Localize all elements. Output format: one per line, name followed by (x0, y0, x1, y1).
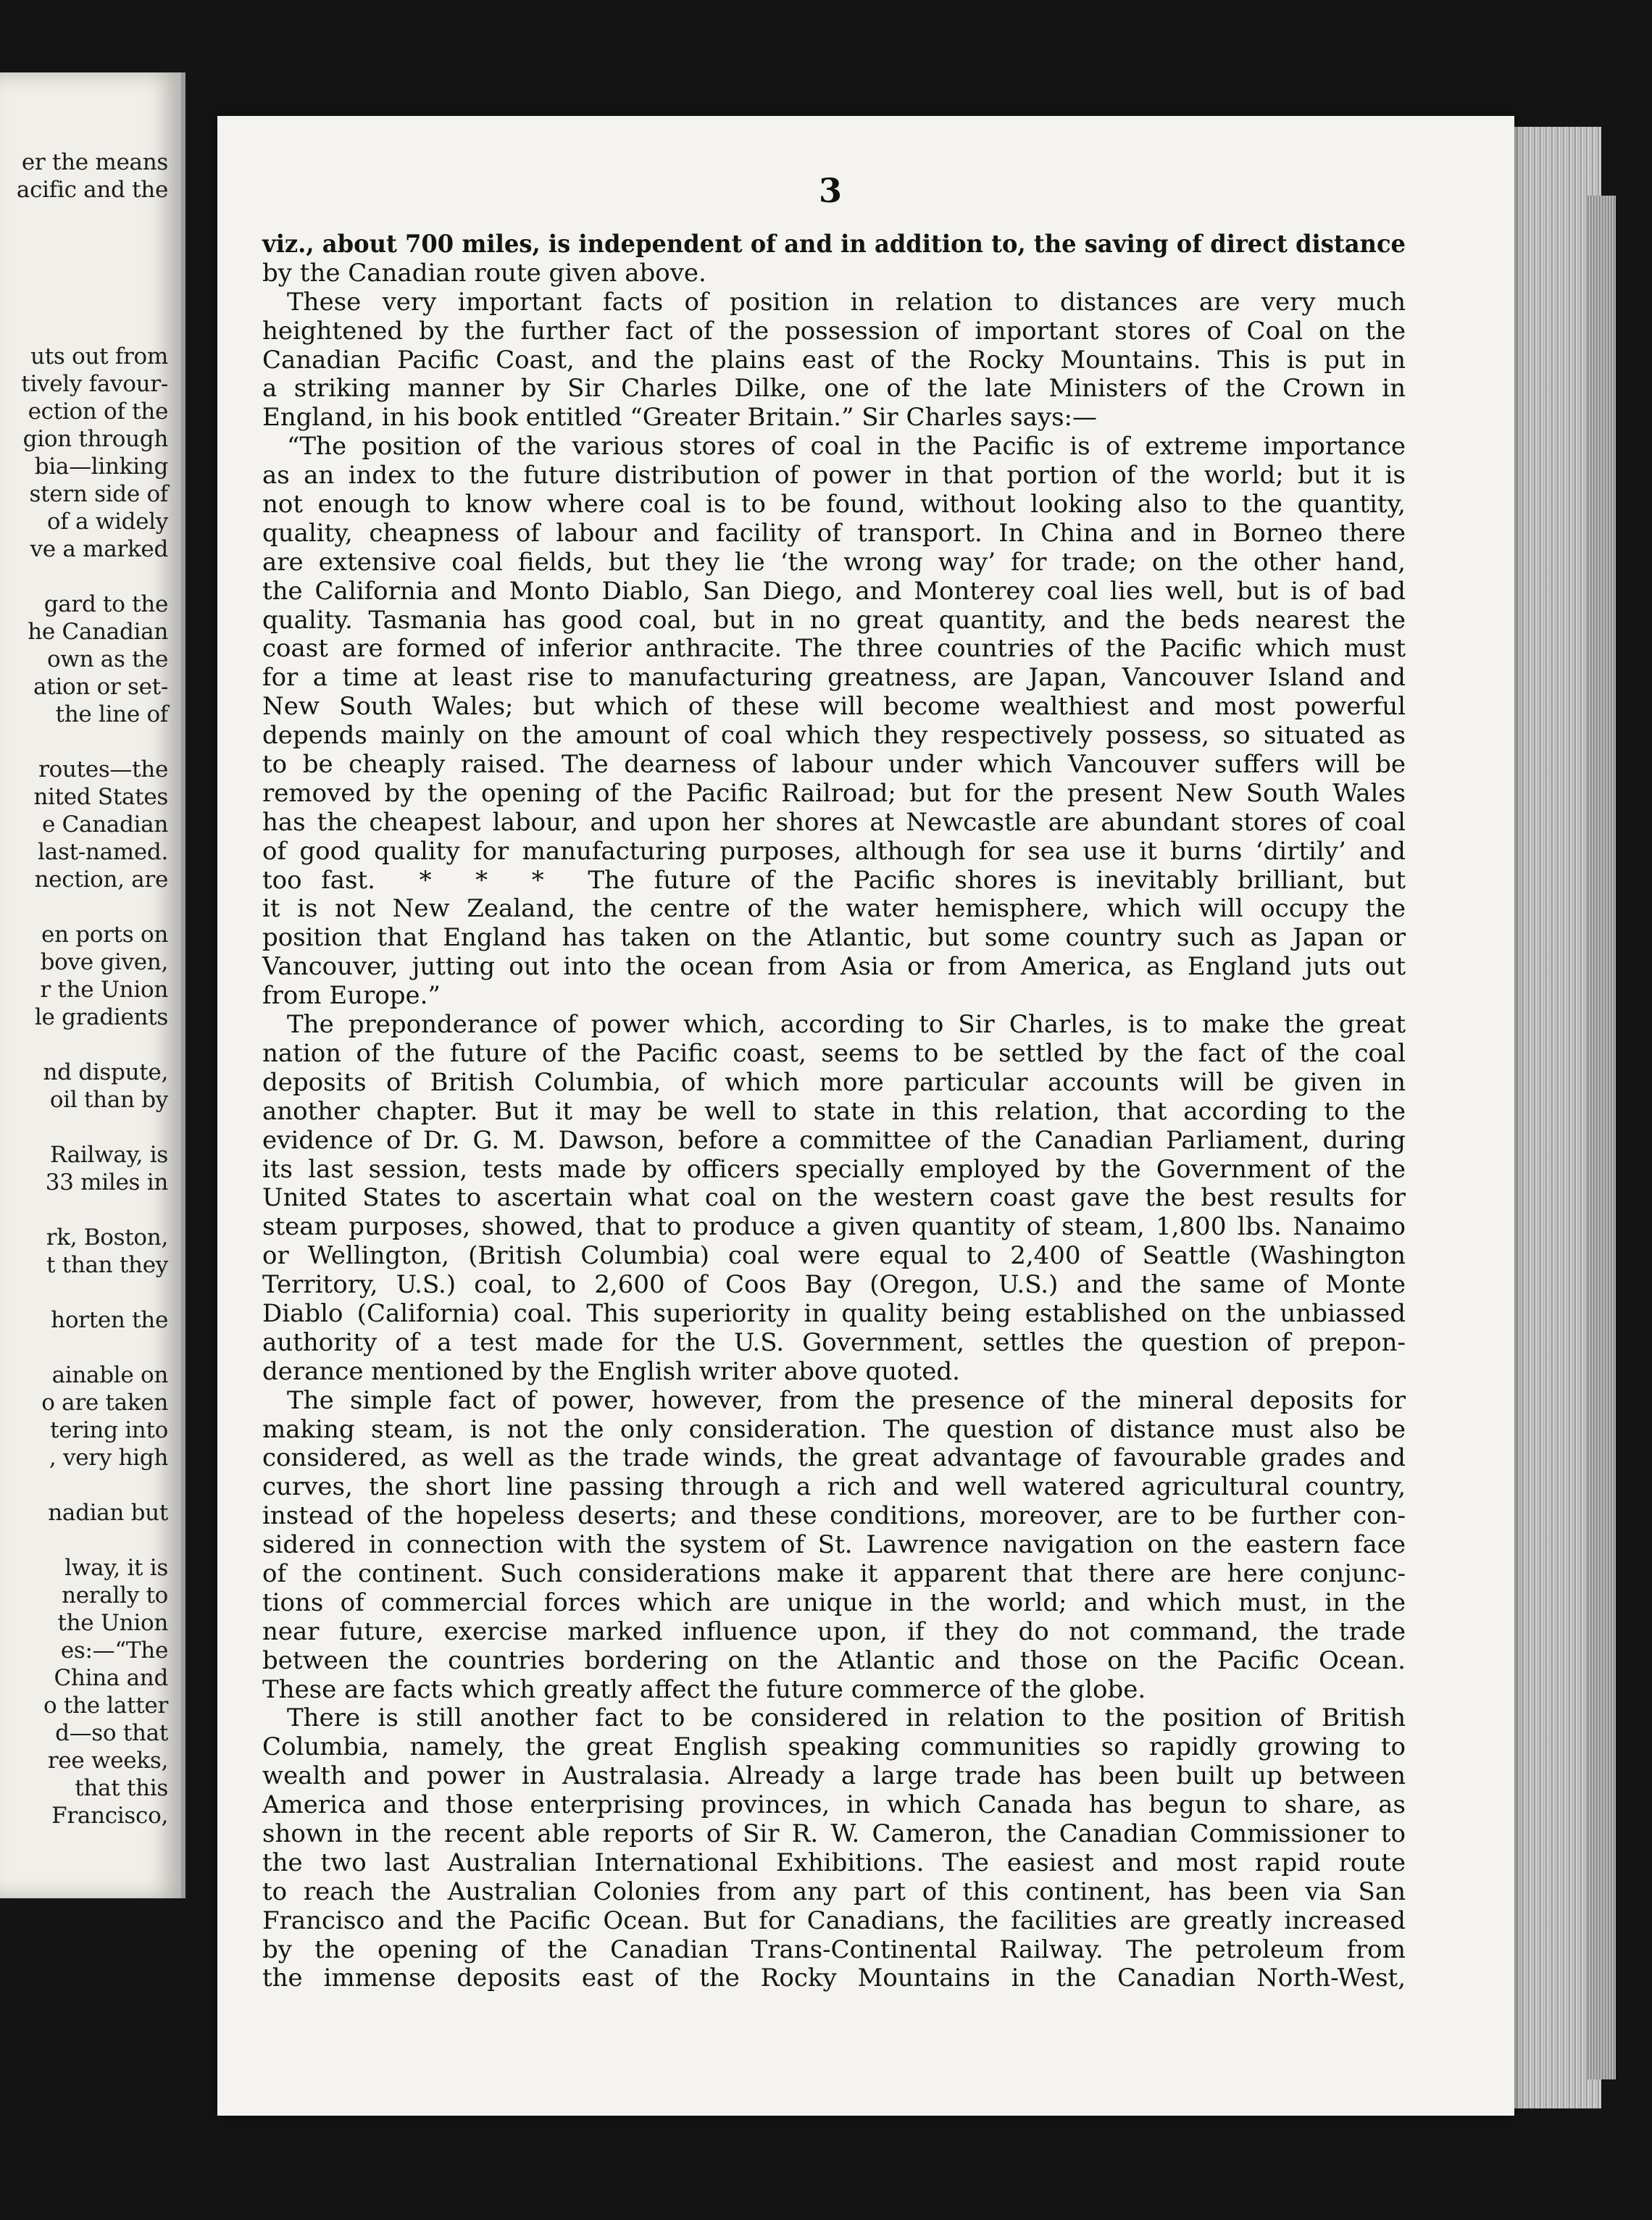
left-page-line: gard to the (43, 591, 168, 617)
left-page-line: nited States (33, 784, 168, 810)
left-page-line: tering into (50, 1417, 168, 1443)
left-page-line: r the Union (40, 977, 168, 1003)
body-text-line: “The position of the various stores of coal in the Pacific is of extreme importance (262, 432, 1406, 462)
body-text-line: too fast. * * * The future of the Pacific shores is inevitably brilliant, but (262, 865, 1406, 895)
body-text-line: nation of the future of the Pacific coast, seems to be settled by the fact of the coal (262, 1038, 1406, 1068)
page-edge-stack-outer (1587, 196, 1616, 2079)
body-text-line: of good quality for manufacturing purposes, although for sea use it burns ‘dirtily’ and (262, 836, 1406, 866)
body-text-line: Territory, U.S.) coal, to 2,600 of Coos Bay (Oregon, U.S.) and the same of Monte (262, 1270, 1406, 1300)
body-text-line: from Europe.” (262, 981, 441, 1011)
body-text-line: These very important facts of position in relation to distances are very much (262, 287, 1406, 317)
page-body-text (262, 230, 1406, 1993)
body-text-line: The simple fact of power, however, from the presence of the mineral deposits for (262, 1385, 1406, 1415)
left-page-line: ainable on (51, 1362, 168, 1388)
left-page-line: routes—the (38, 756, 168, 783)
page-number: 3 (819, 171, 843, 210)
left-page-line: ection of the (28, 398, 168, 425)
body-text-line: of the continent. Such considerations make it apparent that there are here conjunc- (262, 1558, 1406, 1588)
body-text-line: America and those enterprising provinces, in which Canada has begun to share, as (262, 1790, 1406, 1820)
body-text-line: considered, as well as the trade winds, the great advantage of favourable grades and (262, 1443, 1406, 1473)
body-text-line: Columbia, namely, the great English speaking communities so rapidly growing to (262, 1732, 1406, 1762)
body-text-line: to reach the Australian Colonies from any part of this continent, has been via San (262, 1877, 1406, 1906)
left-page-line: Railway, is (49, 1142, 168, 1168)
left-page-line: es:—“The (60, 1637, 168, 1664)
left-page-line: ve a marked (30, 536, 168, 562)
left-page-line: t than they (46, 1252, 168, 1278)
left-page-line: acific and the (16, 177, 168, 203)
body-text-line: quality. Tasmania has good coal, but in no great quantity, and the beds nearest the (262, 605, 1406, 635)
left-page-line: 33 miles in (45, 1169, 168, 1195)
body-text-line: a striking manner by Sir Charles Dilke, one of the late Ministers of the Crown in (262, 374, 1406, 404)
body-text-line: between the countries bordering on the Atlantic and those on the Pacific Ocean. (262, 1645, 1406, 1675)
body-text-line: New South Wales; but which of these will become wealthiest and most powerful (262, 692, 1406, 722)
body-text-line: tions of commercial forces which are unique in the world; and which must, in the (262, 1587, 1406, 1617)
body-text-line: wealth and power in Australasia. Already a large trade has been built up between (262, 1761, 1406, 1791)
left-page-line: ation or set- (33, 674, 168, 700)
left-page-line: the line of (55, 701, 168, 727)
left-page-line: lway, it is (64, 1555, 168, 1581)
left-page-line: last-named. (38, 839, 168, 865)
left-page-line: nadian but (48, 1500, 168, 1526)
body-text-line: sidered in connection with the system of St. Lawrence navigation on the eastern face (262, 1530, 1406, 1560)
left-page-line: er the means (21, 149, 168, 175)
body-text-line: There is still another fact to be considered in relation to the position of British (262, 1703, 1406, 1733)
body-text-line: the California and Monto Diablo, San Diego, and Monterey coal lies well, but is of bad (262, 576, 1406, 606)
body-text-line: Diablo (California) coal. This superiority in quality being established on the unbiassed (262, 1298, 1406, 1328)
body-text-line: it is not New Zealand, the centre of the water hemisphere, which will occupy the (262, 894, 1406, 924)
left-page-line: China and (54, 1665, 168, 1691)
body-text-line: the two last Australian International Exhibitions. The easiest and most rapid route (262, 1848, 1406, 1877)
body-text-line: making steam, is not the only consideration. The question of distance must also be (262, 1414, 1406, 1444)
body-text-line: The preponderance of power which, according to Sir Charles, is to make the great (262, 1010, 1406, 1040)
left-page-line: Francisco, (51, 1803, 168, 1829)
body-text-line: England, in his book entitled “Greater Britain.” Sir Charles says:— (262, 403, 1097, 433)
left-page-line: nerally to (62, 1582, 168, 1608)
left-page-line: that this (75, 1775, 168, 1801)
body-text-line: depends mainly on the amount of coal which they respectively possess, so situated as (262, 721, 1406, 751)
body-text-line: has the cheapest labour, and upon her shores at Newcastle are abundant stores of coal (262, 807, 1406, 837)
body-text-line: heightened by the further fact of the possession of important stores of Coal on the (262, 316, 1406, 346)
body-text-line: position that England has taken on the Atlantic, but some country such as Japan or (262, 923, 1406, 953)
body-text-line: United States to ascertain what coal on the western coast gave the best results for (262, 1183, 1406, 1213)
body-text-line: are extensive coal fields, but they lie ‘the wrong way’ for trade; on the other hand, (262, 547, 1406, 577)
left-page-line: horten the (51, 1307, 168, 1333)
body-text-line: curves, the short line passing through a rich and well watered agricultural country, (262, 1472, 1406, 1502)
body-text-line: to be cheaply raised. The dearness of labour under which Vancouver suffers will be (262, 750, 1406, 780)
left-page-line: d—so that (55, 1720, 168, 1746)
left-page-line: o are taken (41, 1390, 168, 1416)
left-facing-page (0, 72, 185, 1898)
body-text-line: its last session, tests made by officers specially employed by the Government of the (262, 1154, 1406, 1184)
left-page-line: he Canadian (28, 619, 168, 645)
body-text-line: Canadian Pacific Coast, and the plains east of the Rocky Mountains. This is put in (262, 345, 1406, 375)
body-text-line: These are facts which greatly affect the future commerce of the globe. (262, 1674, 1146, 1704)
body-text-line: coast are formed of inferior anthracite. The three countries of the Pacific which must (262, 634, 1406, 664)
left-page-line: oil than by (49, 1087, 168, 1113)
body-text-line: steam purposes, showed, that to produce a given quantity of steam, 1,800 lbs. Nanaimo (262, 1212, 1406, 1242)
body-text-line: for a time at least rise to manufacturing greatness, are Japan, Vancouver Island and (262, 663, 1406, 693)
body-text-line: instead of the hopeless deserts; and these conditions, moreover, are to be further con- (262, 1501, 1406, 1531)
body-text-line: by the Canadian route given above. (262, 258, 706, 288)
body-text-line: derance mentioned by the English writer above quoted. (262, 1356, 960, 1386)
left-page-line: nection, are (34, 867, 168, 893)
left-page-line: ree weeks, (47, 1748, 168, 1774)
body-text-line: removed by the opening of the Pacific Railroad; but for the present New South Wales (262, 778, 1406, 808)
left-page-line: rk, Boston, (46, 1224, 168, 1251)
left-page-line: , very high (49, 1445, 168, 1471)
body-text-line: quality, cheapness of labour and facility of transport. In China and in Borneo there (262, 518, 1406, 548)
body-text-line: as an index to the future distribution of power in that portion of the world; but it is (262, 461, 1406, 491)
left-page-line: uts out from (30, 343, 168, 370)
left-page-line: nd dispute, (43, 1059, 168, 1085)
body-text-line: the immense deposits east of the Rocky Mountains in the Canadian North-West, (262, 1964, 1406, 1993)
body-text-line: not enough to know where coal is to be found, without looking also to the quantity, (262, 490, 1406, 519)
body-text-line: Vancouver, jutting out into the ocean from Asia or from America, as England juts out (262, 952, 1406, 982)
body-text-line: or Wellington, (British Columbia) coal were equal to 2,400 of Seattle (Washington (262, 1241, 1406, 1271)
left-page-line: tively favour- (21, 371, 168, 397)
left-page-line: bove given, (40, 949, 168, 975)
left-page-line: gion through (22, 426, 168, 452)
body-text-line: viz., about 700 miles, is independent of and in addition to, the saving of direct distance (262, 230, 1406, 259)
body-text-line: deposits of British Columbia, of which more particular accounts will be given in (262, 1067, 1406, 1097)
left-page-line: the Union (57, 1610, 168, 1636)
left-page-line: o the latter (43, 1693, 168, 1719)
body-text-line: another chapter. But it may be well to state in this relation, that according to the (262, 1096, 1406, 1126)
left-page-line: stern side of (29, 481, 168, 507)
left-page-line: le gradients (34, 1004, 168, 1030)
left-page-line: en ports on (41, 922, 168, 948)
body-text-line: near future, exercise marked influence upon, if they do not command, the trade (262, 1616, 1406, 1646)
left-page-line: bia—linking (34, 454, 168, 480)
body-text-line: by the opening of the Canadian Trans-Continental Railway. The petroleum from (262, 1935, 1406, 1964)
left-page-line: of a widely (46, 509, 168, 535)
body-text-line: evidence of Dr. G. M. Dawson, before a committee of the Canadian Parliament, during (262, 1125, 1406, 1155)
left-page-line: own as the (46, 646, 168, 672)
body-text-line: Francisco and the Pacific Ocean. But for Canadians, the facilities are greatly increased (262, 1906, 1406, 1935)
body-text-line: authority of a test made for the U.S. Government, settles the question of prepon- (262, 1327, 1406, 1357)
body-text-line: shown in the recent able reports of Sir R. W. Cameron, the Canadian Commissioner to (262, 1819, 1406, 1848)
left-page-line: e Canadian (41, 811, 168, 838)
